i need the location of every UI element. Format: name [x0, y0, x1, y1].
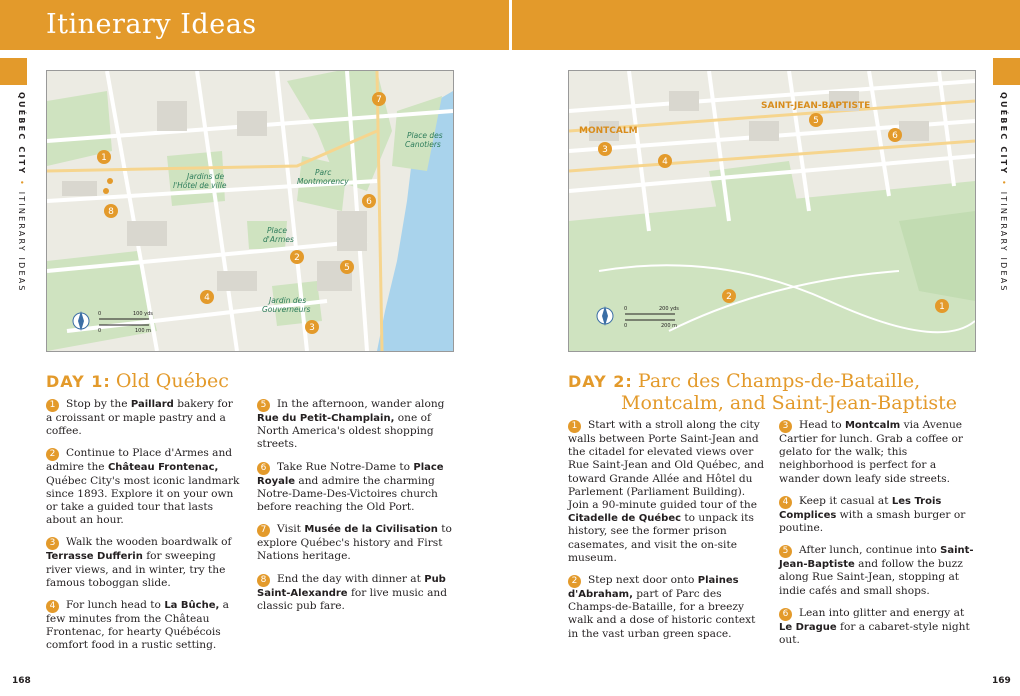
scale-yds: 200 yds — [659, 306, 679, 312]
map-marker-label: 8 — [108, 207, 114, 217]
itinerary-item — [257, 523, 453, 563]
item-place: Paillard — [130, 399, 174, 410]
item-text: Walk the wooden boardwalk of — [66, 536, 232, 549]
item-place: Terrasse Dufferin — [46, 551, 143, 563]
itinerary-item — [779, 607, 975, 647]
day2-title-line1: Parc des Champs-de-Bataille, — [637, 370, 921, 392]
map-marker-label: 4 — [662, 157, 668, 167]
side-label-city: QUÉBEC CITY — [999, 92, 1008, 176]
item-text: Stop by the — [66, 398, 131, 410]
item-number: 1 — [46, 399, 59, 412]
item-text: bakery for a croissant or maple pastry and a coffee. — [46, 398, 233, 438]
item-number: 2 — [46, 448, 59, 461]
svg-text:Jardin desGouverneurs: Jardin des Gouverneurs — [262, 296, 311, 314]
item-place: Musée de la Civilisation — [304, 524, 438, 536]
day2-label: DAY 2: — [568, 372, 633, 391]
item-number: 5 — [257, 399, 270, 412]
svg-text:Placed'Armes: Place d'Armes — [263, 226, 294, 244]
item-number: 1 — [568, 420, 581, 433]
scale-m: 200 m — [661, 323, 678, 329]
itinerary-item — [257, 461, 453, 515]
page-header-left — [0, 0, 509, 50]
page-header-right — [512, 0, 1020, 50]
item-text: For lunch head to — [66, 599, 165, 612]
side-label-right — [994, 92, 1008, 293]
scale-yds: 100 yds — [133, 311, 153, 317]
item-place: Saint-Jean-Baptiste — [779, 545, 974, 571]
map-label-saint-jean-baptiste: SAINT-JEAN-BAPTISTE — [761, 101, 871, 111]
item-text: part of Parc des Champs-de-Bataille, for a breezy walk and a dose of historic context in the vast urban green space. — [568, 588, 756, 640]
item-text: In the afternoon, wander along — [277, 398, 445, 410]
item-text: for live music and classic pub fare. — [257, 586, 447, 612]
map-marker-label: 6 — [366, 197, 372, 207]
side-label-bullet: • — [999, 180, 1008, 187]
map-marker-label: 5 — [813, 116, 819, 126]
item-text: Québec City's most iconic landmark since 1893. Explore it on your own or take a guided tour that lasts about an hour. — [46, 474, 240, 527]
item-place: Rue du Petit-Champlain, — [257, 413, 395, 424]
map-montcalm — [568, 70, 976, 352]
item-text: Keep it casual at — [799, 494, 892, 507]
itinerary-item — [257, 398, 453, 452]
item-number: 5 — [779, 545, 792, 558]
item-text: one of North America's oldest shopping streets. — [257, 412, 434, 451]
map-marker-label: 7 — [376, 95, 382, 105]
day1-title: Old Québec — [115, 370, 229, 392]
scale-m: 100 m — [135, 328, 152, 334]
map-marker-label: 5 — [344, 263, 350, 273]
scale-zero: 0 — [624, 306, 628, 312]
side-label-left — [12, 92, 26, 293]
itinerary-item — [257, 573, 453, 613]
map-marker-label: 1 — [939, 302, 945, 312]
side-label-bullet: • — [17, 180, 26, 187]
item-text: and admire the charming Notre-Dame-Des-Victoires church before reaching the Old Port. — [257, 474, 438, 514]
page-number-left: 168 — [12, 676, 31, 686]
item-place: La Bûche, — [164, 600, 220, 612]
item-place: Château Frontenac, — [107, 462, 219, 474]
page-title: Itinerary Ideas — [46, 9, 257, 40]
itinerary-item — [568, 574, 764, 641]
item-text: Start with a stroll along the city walls between Porte Saint-Jean and the citadel for elevated views over Rue Saint-Jean and Old Québec, and toward Grande Allée and Hôtel du Parlement (Parliament Building). Join a 90-minute guided tour of the — [568, 419, 765, 512]
day1-heading — [46, 370, 229, 392]
item-text: Visit — [277, 523, 305, 536]
item-place: Plaines d'Abraham, — [568, 575, 739, 601]
map-marker-label: 2 — [294, 253, 300, 263]
scale-zero: 0 — [98, 328, 102, 334]
itinerary-item — [46, 536, 242, 590]
side-label-section: ITINERARY IDEAS — [999, 191, 1008, 293]
map-marker-label: 3 — [602, 145, 608, 155]
item-place: Les Trois Complices — [779, 495, 942, 521]
itinerary-item — [46, 398, 242, 438]
map-marker-label: 6 — [892, 131, 898, 141]
map-marker-label: 2 — [726, 292, 732, 302]
svg-text:Place desCanotiers: Place des Canotiers — [405, 131, 443, 149]
item-number: 4 — [46, 600, 59, 613]
map-label: Jardins de l'Hôtel de ville — [173, 172, 227, 190]
map-marker-label: 3 — [309, 323, 315, 333]
itinerary-item — [568, 419, 764, 565]
item-number: 4 — [779, 496, 792, 509]
scale-zero: 0 — [624, 323, 628, 329]
itinerary-item — [46, 447, 242, 527]
side-tab-right — [993, 58, 1020, 85]
item-number: 6 — [779, 608, 792, 621]
item-number: 6 — [257, 462, 270, 475]
item-number: 2 — [568, 575, 581, 588]
item-text: for a cabaret-style night out. — [779, 620, 970, 647]
item-text: via Avenue Cartier for lunch. Grab a coffee or gelato for the walk; this neighborhood is perfect for a wander down leafy side streets. — [779, 419, 963, 485]
itinerary-item — [779, 495, 975, 535]
item-text: Lean into glitter and energy at — [799, 606, 965, 619]
map-marker-label: 1 — [101, 153, 107, 163]
map-old-quebec — [46, 70, 454, 352]
day1-column-b — [257, 398, 453, 622]
item-text: After lunch, continue into — [799, 544, 941, 557]
side-label-city: QUÉBEC CITY — [17, 92, 26, 176]
item-number: 3 — [46, 537, 59, 550]
item-place: Citadelle de Québec — [568, 513, 682, 525]
day1-label: DAY 1: — [46, 372, 111, 391]
item-number: 7 — [257, 524, 270, 537]
item-text: to unpack its history, see the former prison casemates, and visit the on-site museum. — [568, 512, 754, 564]
item-number: 3 — [779, 420, 792, 433]
map-label-montcalm: MONTCALM — [579, 126, 638, 136]
day1-column-a — [46, 398, 242, 662]
item-place: Le Drague — [779, 621, 837, 633]
itinerary-item — [46, 599, 242, 653]
item-text: End the day with dinner at — [277, 572, 425, 585]
day2-heading — [568, 370, 968, 414]
item-text: Take Rue Notre-Dame to — [277, 460, 414, 473]
item-text: to explore Québec's history and First Nations heritage. — [257, 523, 452, 563]
item-text: for sweeping river views, and in winter, try the famous toboggan slide. — [46, 550, 226, 589]
day2-column-a — [568, 419, 764, 650]
item-text: a few minutes from the Château Frontenac, for hearty Québécois comfort food in a rustic setting. — [46, 599, 229, 652]
day2-title-line2: Montcalm, and Saint-Jean-Baptiste — [621, 392, 958, 414]
itinerary-item — [779, 419, 975, 486]
side-tab-left — [0, 58, 27, 85]
item-place: Montcalm — [844, 420, 901, 431]
item-text: Step next door onto — [588, 574, 698, 587]
itinerary-item — [779, 544, 975, 598]
item-text: and follow the buzz along Rue Saint-Jean, stopping at indie cafés and small shops. — [779, 558, 963, 597]
item-place: Place Royale — [257, 461, 444, 487]
item-text: Continue to Place d'Armes and admire the — [46, 447, 233, 474]
day2-column-b — [779, 419, 975, 656]
svg-text:ParcMontmorency: Parc Montmorency — [297, 168, 349, 186]
item-text: Head to — [799, 419, 845, 431]
scale-zero: 0 — [98, 311, 102, 317]
map-marker-label: 4 — [204, 293, 210, 303]
item-number: 8 — [257, 574, 270, 587]
page-number-right: 169 — [992, 676, 1011, 686]
item-text: with a smash burger or poutine. — [779, 508, 966, 535]
item-place: Pub Saint-Alexandre — [257, 573, 446, 599]
side-label-section: ITINERARY IDEAS — [17, 191, 26, 293]
